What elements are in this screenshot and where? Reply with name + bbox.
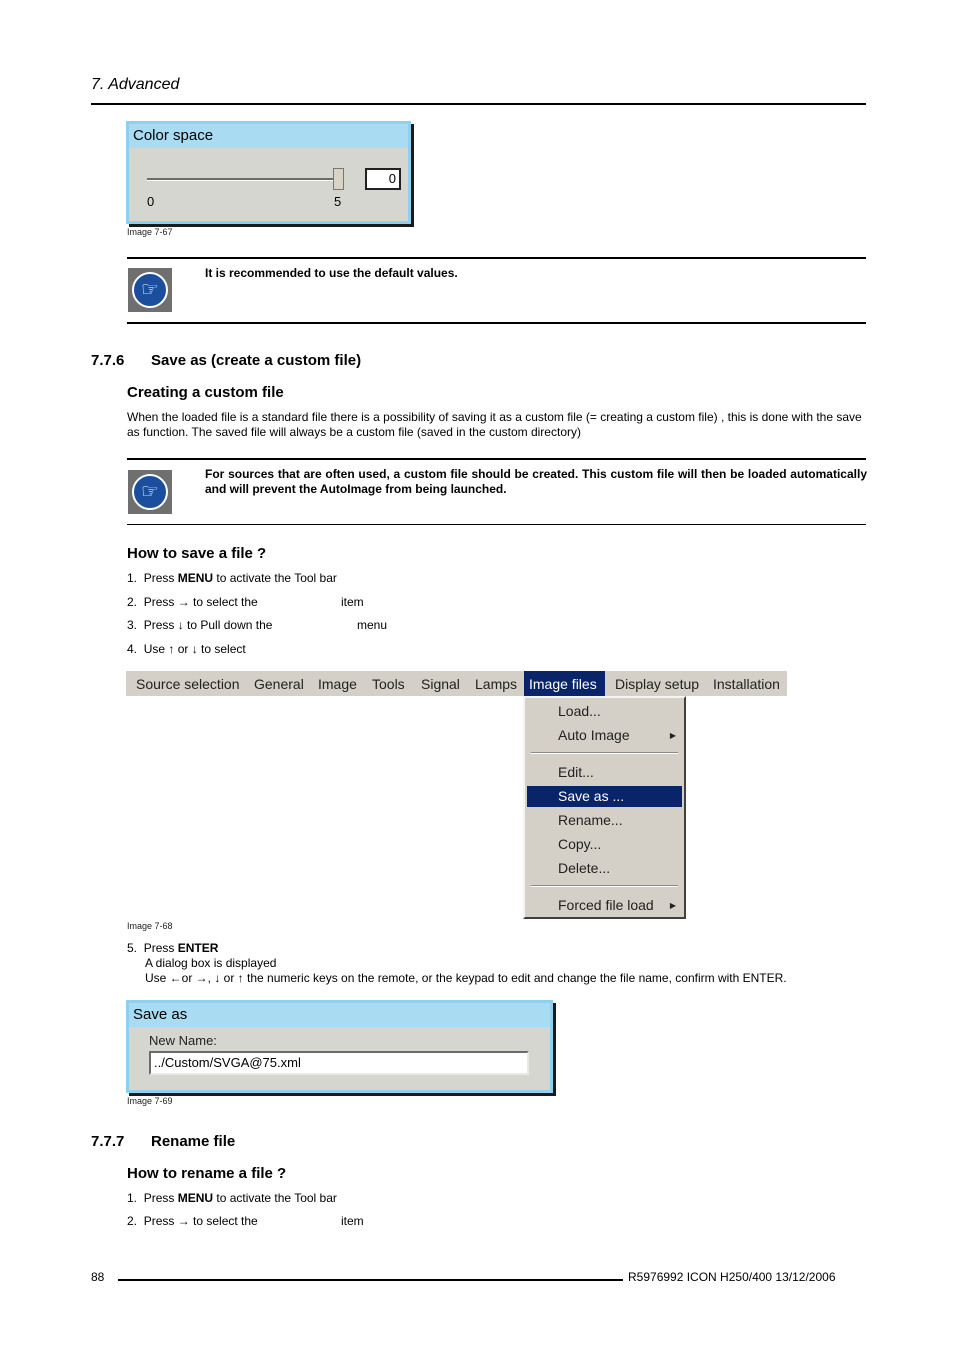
dialog-title: Save as bbox=[129, 1003, 550, 1027]
step-item: 1. Press MENU to activate the Tool bar bbox=[127, 571, 337, 585]
menu-item-rename[interactable]: Rename... bbox=[558, 812, 623, 828]
menu-item-delete[interactable]: Delete... bbox=[558, 860, 611, 876]
section-title: Save as (create a custom file) bbox=[151, 352, 362, 369]
image-caption: Image 7-68 bbox=[127, 921, 173, 931]
menu-item-save-as[interactable]: Save as ... bbox=[527, 786, 682, 807]
slider-max-label: 5 bbox=[334, 194, 342, 209]
subsection-title: Creating a custom file bbox=[127, 384, 284, 401]
step-tail: item bbox=[341, 1214, 364, 1228]
new-name-label: New Name: bbox=[149, 1033, 217, 1048]
note-bottom-rule bbox=[127, 524, 866, 525]
step-detail: A dialog box is displayed bbox=[145, 956, 277, 970]
menu-separator bbox=[531, 885, 678, 887]
image-caption: Image 7-69 bbox=[127, 1096, 173, 1106]
menu-signal[interactable]: Signal bbox=[421, 676, 460, 692]
save-as-dialog bbox=[126, 1000, 553, 1093]
submenu-arrow-icon: ▶ bbox=[669, 731, 676, 740]
step-item: 3. Press ↓ to Pull down the bbox=[127, 618, 273, 632]
menu-image-files[interactable]: Image files bbox=[524, 671, 605, 696]
color-space-dialog bbox=[126, 121, 411, 224]
section-title: Rename file bbox=[151, 1133, 236, 1150]
image-files-dropdown bbox=[523, 696, 686, 919]
body-paragraph: When the loaded file is a standard file there is a possibility of saving it as a custom file (= creating a custom file) , this is done with the save as function. The saved file will always be a custom file (saved in the custom directory) bbox=[127, 410, 862, 439]
step-item: 2. Press → to select the bbox=[127, 1214, 258, 1228]
step-item: 1. Press MENU to activate the Tool bar bbox=[127, 1191, 337, 1205]
step-item: 4. Use ↑ or ↓ to select bbox=[127, 642, 246, 656]
slider-min-label: 0 bbox=[147, 194, 155, 209]
step-tail: menu bbox=[357, 618, 388, 632]
note-text: For sources that are often used, a custom file should be created. This custom file will then be loaded automatically and will prevent the AutoImage from being launched. bbox=[205, 467, 867, 496]
slider-track[interactable] bbox=[147, 178, 339, 181]
menu-item-forced-file-load[interactable]: Forced file load ▶ bbox=[527, 895, 682, 916]
note-text: It is recommended to use the default values. bbox=[205, 266, 458, 280]
note-top-rule bbox=[127, 458, 866, 460]
header-rule bbox=[91, 103, 866, 105]
menu-source-selection[interactable]: Source selection bbox=[136, 676, 240, 692]
step-item: 5. Press ENTER bbox=[127, 941, 219, 955]
menu-tools[interactable]: Tools bbox=[372, 676, 405, 692]
menu-item-load[interactable]: Load... bbox=[558, 703, 601, 719]
section-number: 7.7.6 bbox=[91, 352, 125, 369]
menu-image[interactable]: Image bbox=[318, 676, 357, 692]
note-bottom-rule bbox=[127, 322, 866, 324]
howto-title: How to save a file ? bbox=[127, 545, 267, 562]
new-name-input[interactable]: ../Custom/SVGA@75.xml bbox=[149, 1051, 529, 1075]
step-item: 2. Press → to select the bbox=[127, 595, 258, 609]
step-tail: item bbox=[341, 595, 364, 609]
footer-rule bbox=[118, 1279, 623, 1281]
menu-separator bbox=[531, 752, 678, 754]
page-number: 88 bbox=[91, 1270, 105, 1284]
note-icon-box bbox=[128, 470, 172, 514]
menu-display-setup[interactable]: Display setup bbox=[615, 676, 700, 692]
menu-item-edit[interactable]: Edit... bbox=[558, 764, 594, 780]
note-icon-box bbox=[128, 268, 172, 312]
note-top-rule bbox=[127, 257, 866, 259]
menu-lamps[interactable]: Lamps bbox=[475, 676, 518, 692]
submenu-arrow-icon: ▶ bbox=[669, 901, 676, 910]
document-reference: R5976992 ICON H250/400 13/12/2006 bbox=[628, 1270, 836, 1284]
menu-general[interactable]: General bbox=[254, 676, 304, 692]
pointing-hand-icon: ☞ bbox=[132, 272, 168, 308]
menu-installation[interactable]: Installation bbox=[713, 676, 780, 692]
section-number: 7.7.7 bbox=[91, 1133, 125, 1150]
menu-item-auto-image[interactable]: Auto Image ▶ bbox=[527, 725, 682, 746]
dialog-title: Color space bbox=[129, 124, 408, 148]
menu-item-copy[interactable]: Copy... bbox=[558, 836, 602, 852]
step-detail: Use ←or →, ↓ or ↑ the numeric keys on the remote, or the keypad to edit and change the file name, confirm with ENTER. bbox=[145, 971, 787, 985]
howto-title: How to rename a file ? bbox=[127, 1165, 287, 1182]
menu-bar bbox=[126, 671, 787, 696]
value-input[interactable]: 0 bbox=[365, 168, 401, 190]
chapter-heading: 7. Advanced bbox=[91, 76, 180, 93]
image-caption: Image 7-67 bbox=[127, 227, 173, 237]
pointing-hand-icon: ☞ bbox=[132, 474, 168, 510]
slider-thumb[interactable] bbox=[333, 168, 344, 190]
